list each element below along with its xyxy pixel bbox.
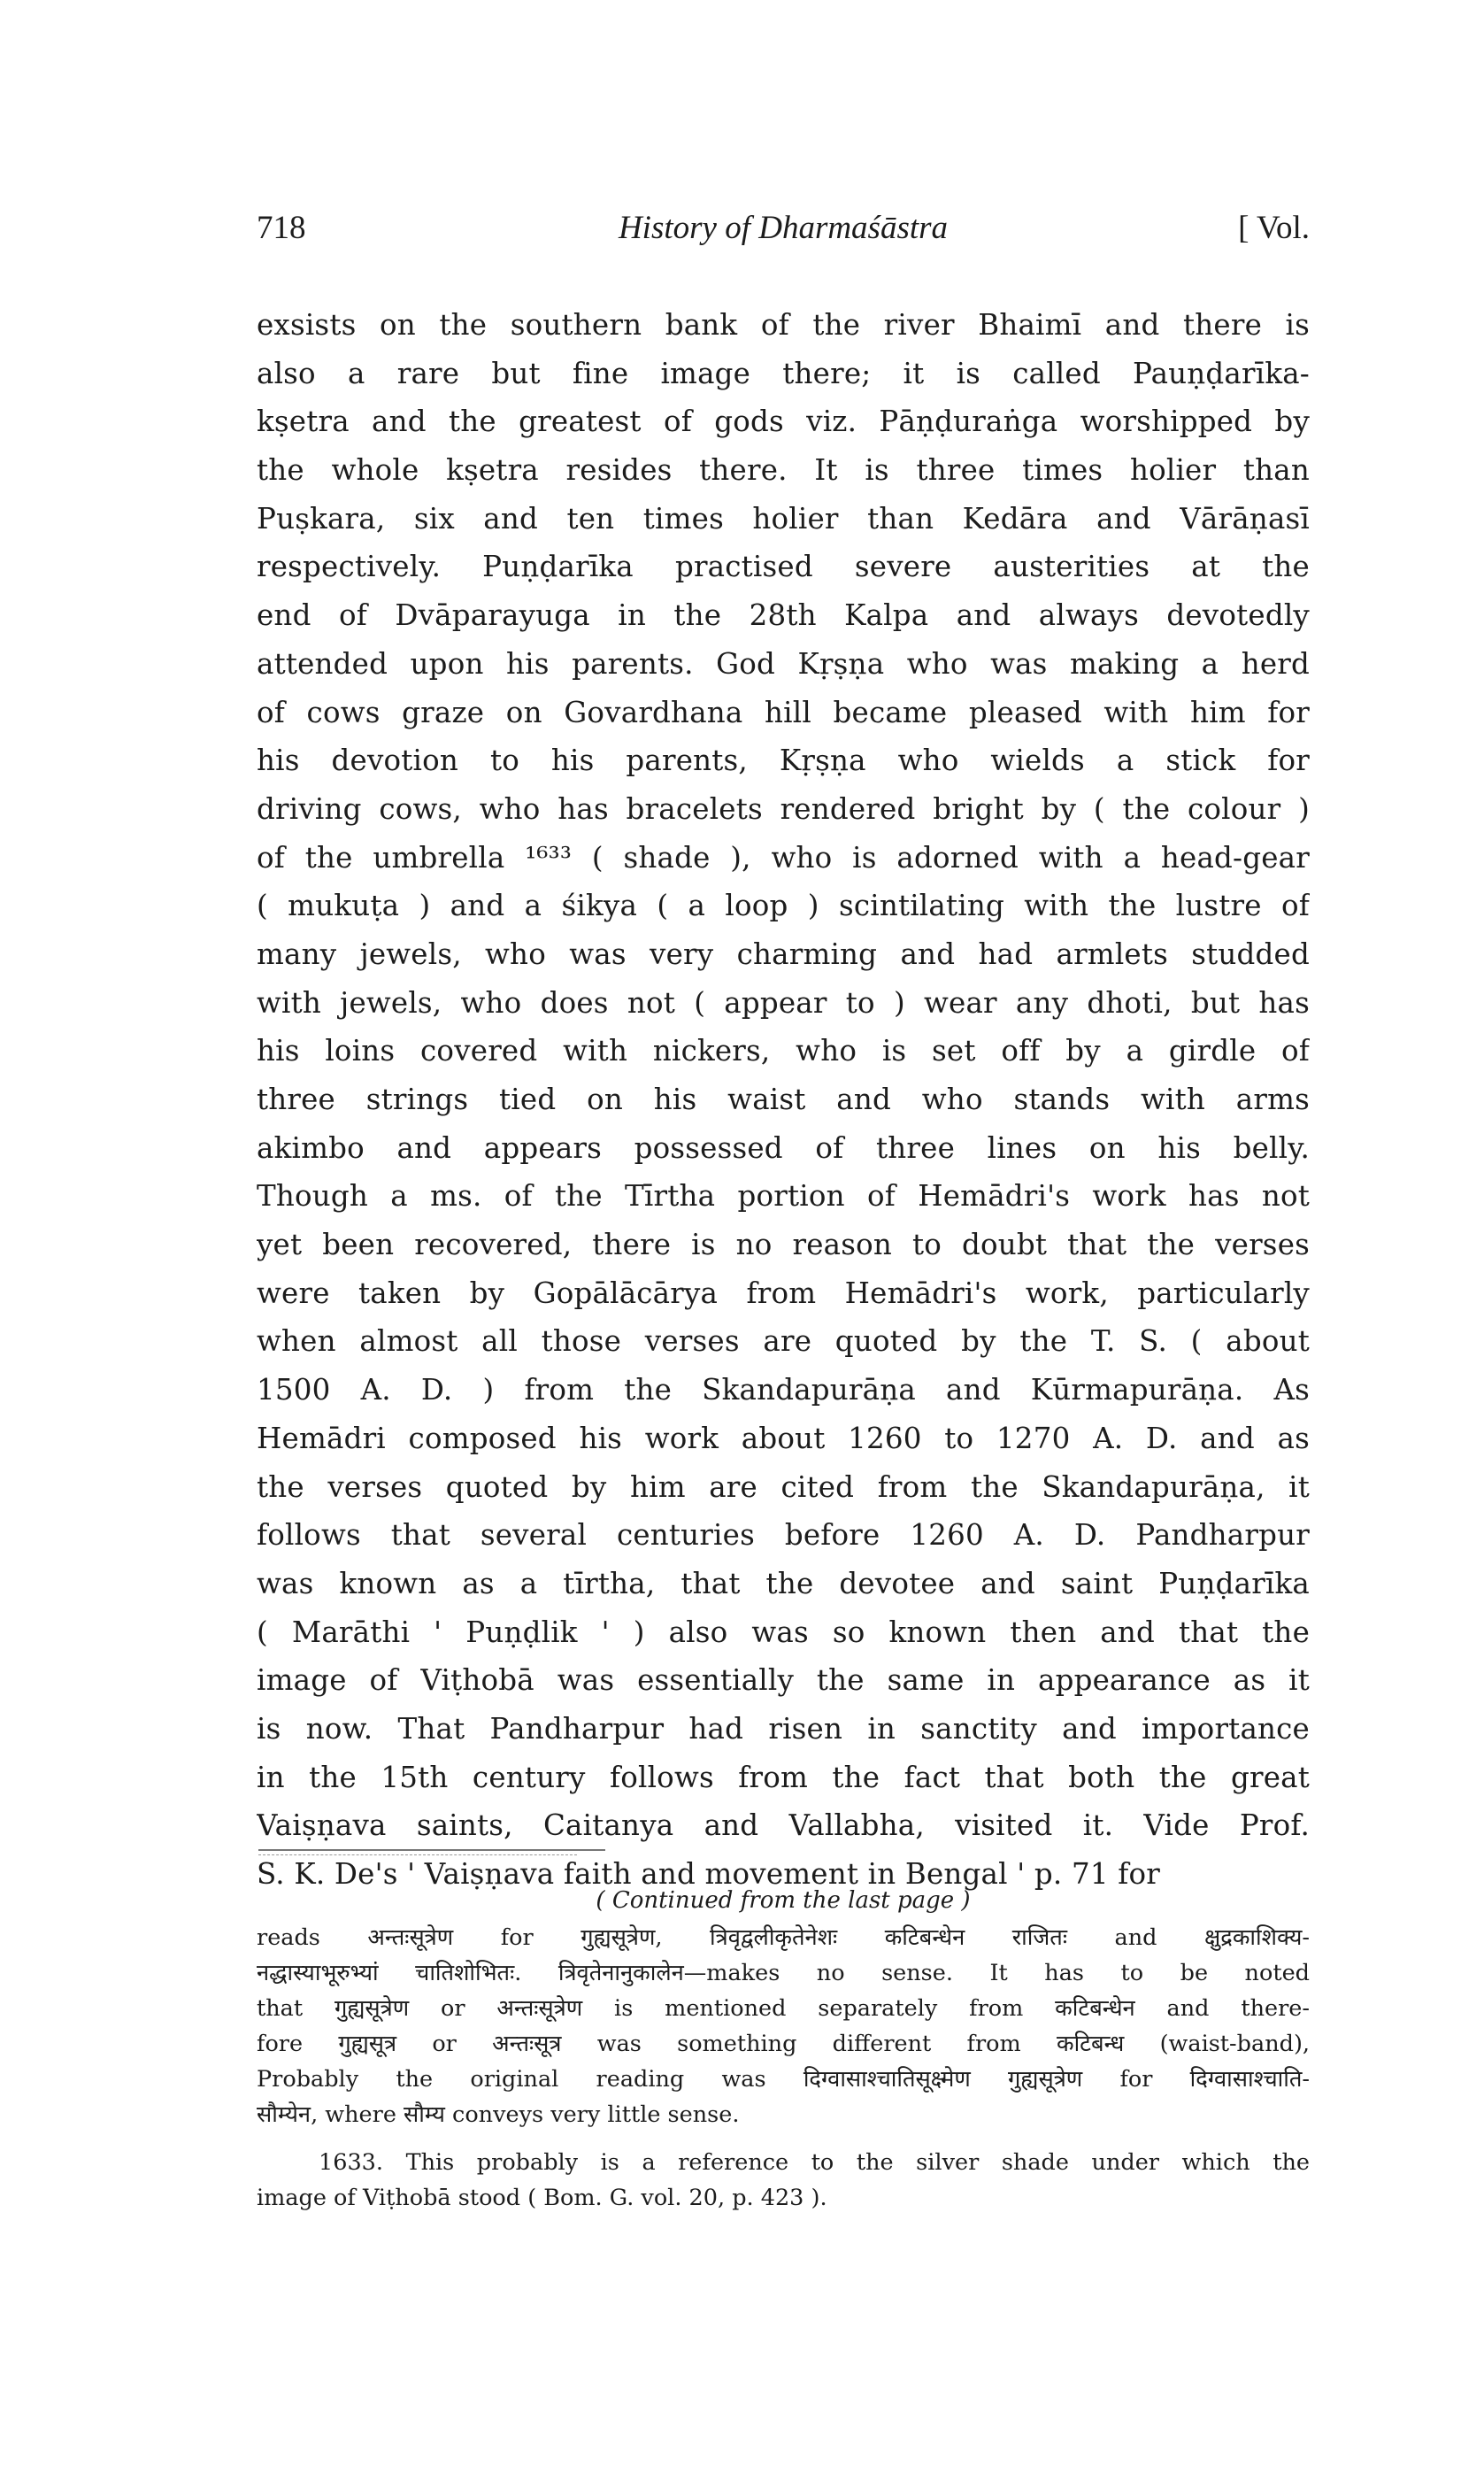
- text-line: driving cows, who has bracelets rendered bright by ( the colour ): [257, 791, 1310, 826]
- footnote-line: सौम्येन, where सौम्य conveys very little sense.: [257, 2101, 740, 2128]
- text-line: ( mukuṭa ) and a śikya ( a loop ) scintilating with the lustre of: [257, 889, 1310, 923]
- text-line: three strings tied on his waist and who stands with arms: [257, 1083, 1310, 1116]
- text-line: his devotion to his parents, Kṛṣṇa who wields a stick for: [257, 744, 1310, 778]
- text-line: kṣetra and the greatest of gods viz. Pāṇḍuraṅga worshipped by: [257, 405, 1310, 439]
- volume-mark: [ Vol.: [1238, 210, 1310, 246]
- text-line: follows that several centuries before 1260 A. D. Pandharpur: [257, 1518, 1310, 1553]
- text-line: end of Dvāparayuga in the 28th Kalpa and always devotedly: [257, 598, 1310, 633]
- text-line: when almost all those verses are quoted by the T. S. ( about: [257, 1324, 1310, 1359]
- footnotes: [257, 1881, 1310, 2216]
- text-line: many jewels, who was very charming and had armlets studded: [257, 937, 1310, 971]
- text-line: ( Marāthi ' Puṇḍlik ' ) also was so known then and that the: [257, 1615, 1310, 1649]
- text-line: in the 15th century follows from the fact that both the great: [257, 1760, 1310, 1794]
- continued-label: ( Continued from the last page ): [596, 1887, 971, 1914]
- text-line: respectively. Puṇḍarīka practised severe austerities at the: [257, 550, 1310, 584]
- text-line: 1500 A. D. ) from the Skandapurāṇa and Kūrmapurāṇa. As: [257, 1373, 1310, 1407]
- text-line: his loins covered with nickers, who is set off by a girdle of: [257, 1034, 1310, 1068]
- text-line: of the umbrella ¹⁶³³ ( shade ), who is adorned with a head-gear: [257, 840, 1310, 875]
- text-line: was known as a tīrtha, that the devotee and saint Puṇḍarīka: [257, 1566, 1310, 1600]
- footnote-line: fore गुह्यसूत्र or अन्तःसूत्र was something different from कटिबन्ध (waist-band),: [257, 2031, 1310, 2057]
- footnote-line: image of Viṭhobā stood ( Bom. G. vol. 20, p. 423 ).: [257, 2185, 827, 2211]
- text-line: were taken by Gopālācārya from Hemādri's work, particularly: [257, 1276, 1310, 1310]
- footnote-line: Probably the original reading was दिग्वासाश्चातिसूक्ष्मेण गुह्यसूत्रेण for दिग्वासाश्चाति-: [257, 2066, 1310, 2093]
- text-line: the whole kṣetra resides there. It is three times holier than: [257, 453, 1310, 488]
- footnote-divider: [258, 1849, 605, 1851]
- text-line: Hemādri composed his work about 1260 to 1270 A. D. and as: [257, 1421, 1310, 1455]
- text-line: akimbo and appears possessed of three lines on his belly.: [257, 1130, 1310, 1165]
- page-number: 718: [257, 210, 306, 246]
- text-line: attended upon his parents. God Kṛṣṇa who was making a herd: [257, 646, 1310, 681]
- page-header: [257, 209, 1310, 253]
- running-title: History of Dharmaśāstra: [618, 210, 949, 246]
- text-line: Puṣkara, six and ten times holier than Kedāra and Vārāṇasī: [257, 501, 1310, 536]
- text-line: S. K. De's ' Vaiṣṇava faith and movement in Bengal ' p. 71 for: [257, 1857, 1160, 1891]
- text-line: Vaiṣṇava saints, Caitanya and Vallabha, visited it. Vide Prof.: [257, 1808, 1310, 1843]
- text-line: of cows graze on Govardhana hill became pleased with him for: [257, 695, 1310, 729]
- text-line: with jewels, who does not ( appear to ) wear any dhoti, but has: [257, 985, 1310, 1020]
- text-line: Though a ms. of the Tīrtha portion of Hemādri's work has not: [257, 1179, 1310, 1214]
- footnote-line: that गुह्यसूत्रेण or अन्तःसूत्रेण is mentioned separately from कटिबन्धेन and there-: [257, 1995, 1310, 2022]
- main-text: [257, 301, 1310, 1899]
- text-line: the verses quoted by him are cited from the Skandapurāṇa, it: [257, 1469, 1310, 1504]
- text-line: is now. That Pandharpur had risen in sanctity and importance: [257, 1711, 1310, 1746]
- text-line: exsists on the southern bank of the river Bhaimī and there is: [257, 308, 1310, 342]
- text-line: image of Viṭhobā was essentially the same in appearance as it: [257, 1663, 1310, 1698]
- footnote-1633: 1633. This probably is a reference to the silver shade under which the: [319, 2149, 1310, 2176]
- text-line: also a rare but fine image there; it is called Pauṇḍarīka-: [257, 356, 1310, 390]
- footnote-line: नद्धास्याभूरुभ्यां चातिशोभितः. त्रिवृतेनानुकालेन—makes no sense. It has to be noted: [257, 1960, 1310, 1986]
- text-line: yet been recovered, there is no reason to doubt that the verses: [257, 1228, 1310, 1262]
- footnote-line: reads अन्तःसूत्रेण for गुह्यसूत्रेण, त्रिवृद्वलीकृतेनेशः कटिबन्धेन राजितः and क्षुद्रकाशिक्य-: [257, 1924, 1310, 1951]
